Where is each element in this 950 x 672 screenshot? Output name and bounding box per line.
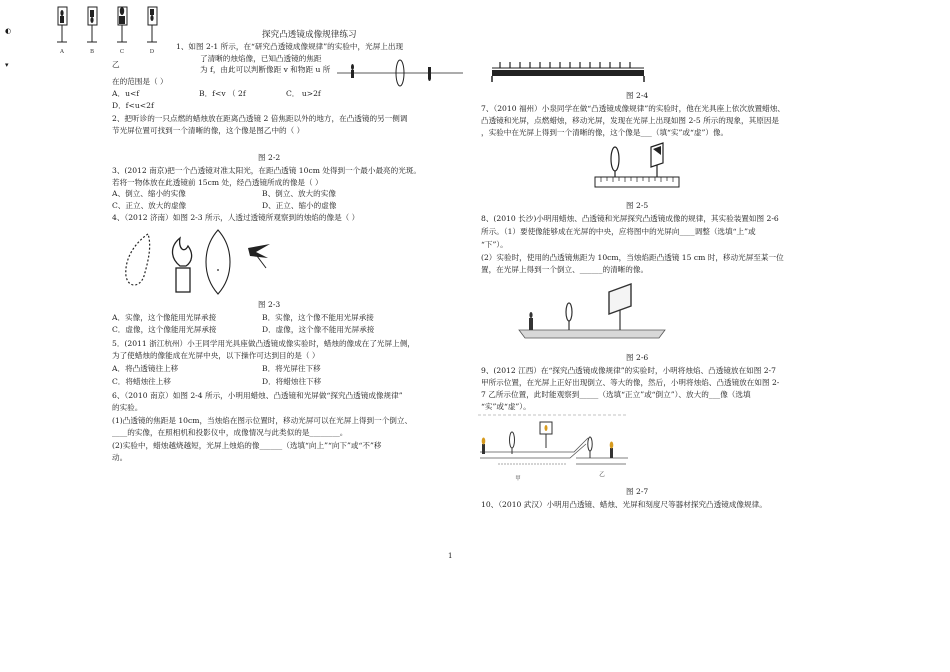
q7-line: ，实验中在光屏上得到一个清晰的像，这个像是___（填“实”或“虚”）像。	[481, 128, 729, 137]
q1-line: 在的范围是（ ）	[112, 77, 168, 86]
figure-2-2-images	[40, 4, 190, 64]
figure-2-5	[593, 141, 693, 191]
label-a: A	[60, 49, 64, 55]
q8-line: 置，在光屏上得到一个倒立、______的清晰的像。	[481, 265, 649, 274]
q6-line: 动。	[112, 453, 128, 462]
q4-option-c: C．虚像，这个像能用光屏承接	[112, 325, 217, 334]
fig24-caption: 图 2-4	[626, 91, 649, 100]
q8-line: 8、(2010 长沙)小明用蜡烛、凸透镜和光屏探究凸透镜成像的规律，其实验装置如图 2-6	[481, 214, 779, 223]
fig27-label-jia: 甲	[515, 476, 521, 482]
q9-line: 9、(2012 江西）在“探究凸透镜成像规律”的实验时，小明将烛焰、凸透镜放在如图 2-7	[481, 366, 776, 375]
fig27-label-yi: 乙	[599, 472, 605, 478]
q7-line: 7、（2010 福州）小泉同学在做“凸透镜成像规律”的实验时，他在光具座上依次放置蜡烛、	[481, 104, 785, 113]
q4-option-d: D．虚像，这个像不能用光屏承接	[262, 325, 375, 334]
page-number: 1	[448, 552, 453, 560]
q1-option-d: D．f<u<2f	[112, 101, 154, 110]
label-b: B	[89, 49, 95, 55]
q9-line: “实”或“虚”）。	[481, 402, 531, 411]
q1-line: 1、如图 2-1 所示，在“研究凸透镜成像规律”的实验中，光屏上出现	[176, 42, 404, 51]
margin-marker: ◐	[5, 27, 12, 35]
q6-line: (1)凸透镜的焦距是 10cm，当烛焰在图示位置时，移动光屏可以在光屏上得到一个倒立、	[112, 416, 413, 425]
q1-option-c: C． u>2f	[286, 89, 321, 98]
q4-option-a: A．实像，这个像能用光屏承接	[112, 313, 217, 322]
q4-caption: 图 2-3	[258, 300, 281, 309]
q3-line: 3、(2012 南京)把一个凸透镜对准太阳光，在距凸透镜 10cm 处得到一个最小最亮的光斑。	[112, 166, 422, 175]
q4-line: 4、（2012 济南）如图 2-3 所示，人透过透镜所观察到的烛焰的像是（ ）	[112, 213, 360, 222]
q5-line: 为了使蜡烛的像能成在光屏中央，以下操作可达到目的是（ ）	[112, 351, 320, 360]
q8-line: “下”）。	[481, 240, 508, 249]
q2-caption: 图 2-2	[258, 153, 281, 162]
figure-2-4	[488, 46, 648, 84]
q1-option-b: B．f<v （ 2f	[199, 89, 246, 98]
q9-line: 甲所示位置，在光屏上正好出现倒立、等大的像，然后，小明将烛焰、凸透镜放在如图 2-	[481, 378, 780, 387]
q1-line: 了清晰的烛焰像，已知凸透镜的焦距	[200, 54, 322, 63]
q10-line: 10、（2010 武汉）小明用凸透镜、蜡烛、光屏和刻度尺等器材探究凸透镜成像规律。	[481, 500, 767, 509]
q9-line: 7 乙所示位置，此时能观察到_____（选填“正立”或“倒立”）、放大的___像（选填	[481, 390, 751, 399]
q1-line: 为 f，由此可以判断像距 v 和物距 u 所	[200, 65, 331, 74]
figure-2-6	[517, 278, 667, 348]
q3-option-d: D、正立、缩小的虚像	[262, 201, 337, 210]
label-c: C	[119, 49, 125, 55]
q2-line: 节光屏位置可找到一个清晰的像，这个像是图乙中的（ ）	[112, 126, 305, 135]
q5-line: 5．(2011 浙江杭州）小王同学用光具座做凸透镜成像实验时，蜡烛的像成在了光屏上侧，	[112, 339, 415, 348]
q3-option-c: C、正立、放大的虚像	[112, 201, 187, 210]
page-title: 探究凸透镜成像规律练习	[262, 30, 357, 40]
figure-2-1	[335, 58, 465, 88]
q6-line: ____的实像，在照相机和投影仪中，成像情况与此类似的是________。	[112, 428, 348, 437]
q8-line: 所示。（1）要使像能够成在光屏的中央，应将图中的光屏向____调整（选填“上”或	[481, 227, 756, 236]
q5-option-d: D．将蜡烛往下移	[262, 377, 322, 386]
q8-caption: 图 2-6	[626, 353, 649, 362]
q4-option-b: B．实像，这个像不能用光屏承接	[262, 313, 374, 322]
q2-line: 2、把听诊的一只点燃的蜡烛放在距离凸透镜 2 倍焦距以外的地方，在凸透镜的另一侧调	[112, 114, 408, 123]
q5-option-b: B．将光屏往下移	[262, 364, 321, 373]
label-yi: 乙	[112, 60, 120, 69]
q6-line: (2)实验中，蜡烛越烧越短，光屏上烛焰的像______（选填“向上”“向下”或“不”移	[112, 441, 382, 450]
figure-2-3	[118, 228, 288, 298]
q3-option-a: A、倒立、缩小的实像	[112, 189, 186, 198]
q6-line: 6、（2010 南京）如图 2-4 所示，小明用蜡烛、凸透镜和光屏做“探究凸透镜成像规律”	[112, 391, 403, 400]
figure-2-7	[478, 414, 628, 484]
q3-line: 若将一物体放在此透镜前 15cm 处，经凸透镜所成的像是（ ）	[112, 178, 323, 187]
q1-option-a: A．u<f	[112, 89, 140, 98]
q7-caption: 图 2-5	[626, 201, 649, 210]
q3-option-b: B、倒立、放大的实像	[262, 189, 336, 198]
q6-line: 的实验。	[112, 403, 143, 412]
q5-option-c: C．将蜡烛往上移	[112, 377, 171, 386]
q9-caption: 图 2-7	[626, 487, 649, 496]
q8-line: (2）实验时，使用的凸透镜焦距为 10cm，当烛焰距凸透镜 15 cm 时，移动光屏至某一位	[481, 253, 784, 262]
label-d: D	[149, 49, 155, 55]
q7-line: 凸透镜和光屏，点燃蜡烛，移动光屏，发现在光屏上出现如图 2-5 所示的现象，其原因是	[481, 116, 780, 125]
margin-marker: ▾	[5, 61, 9, 69]
q5-option-a: A．将凸透镜往上移	[112, 364, 179, 373]
